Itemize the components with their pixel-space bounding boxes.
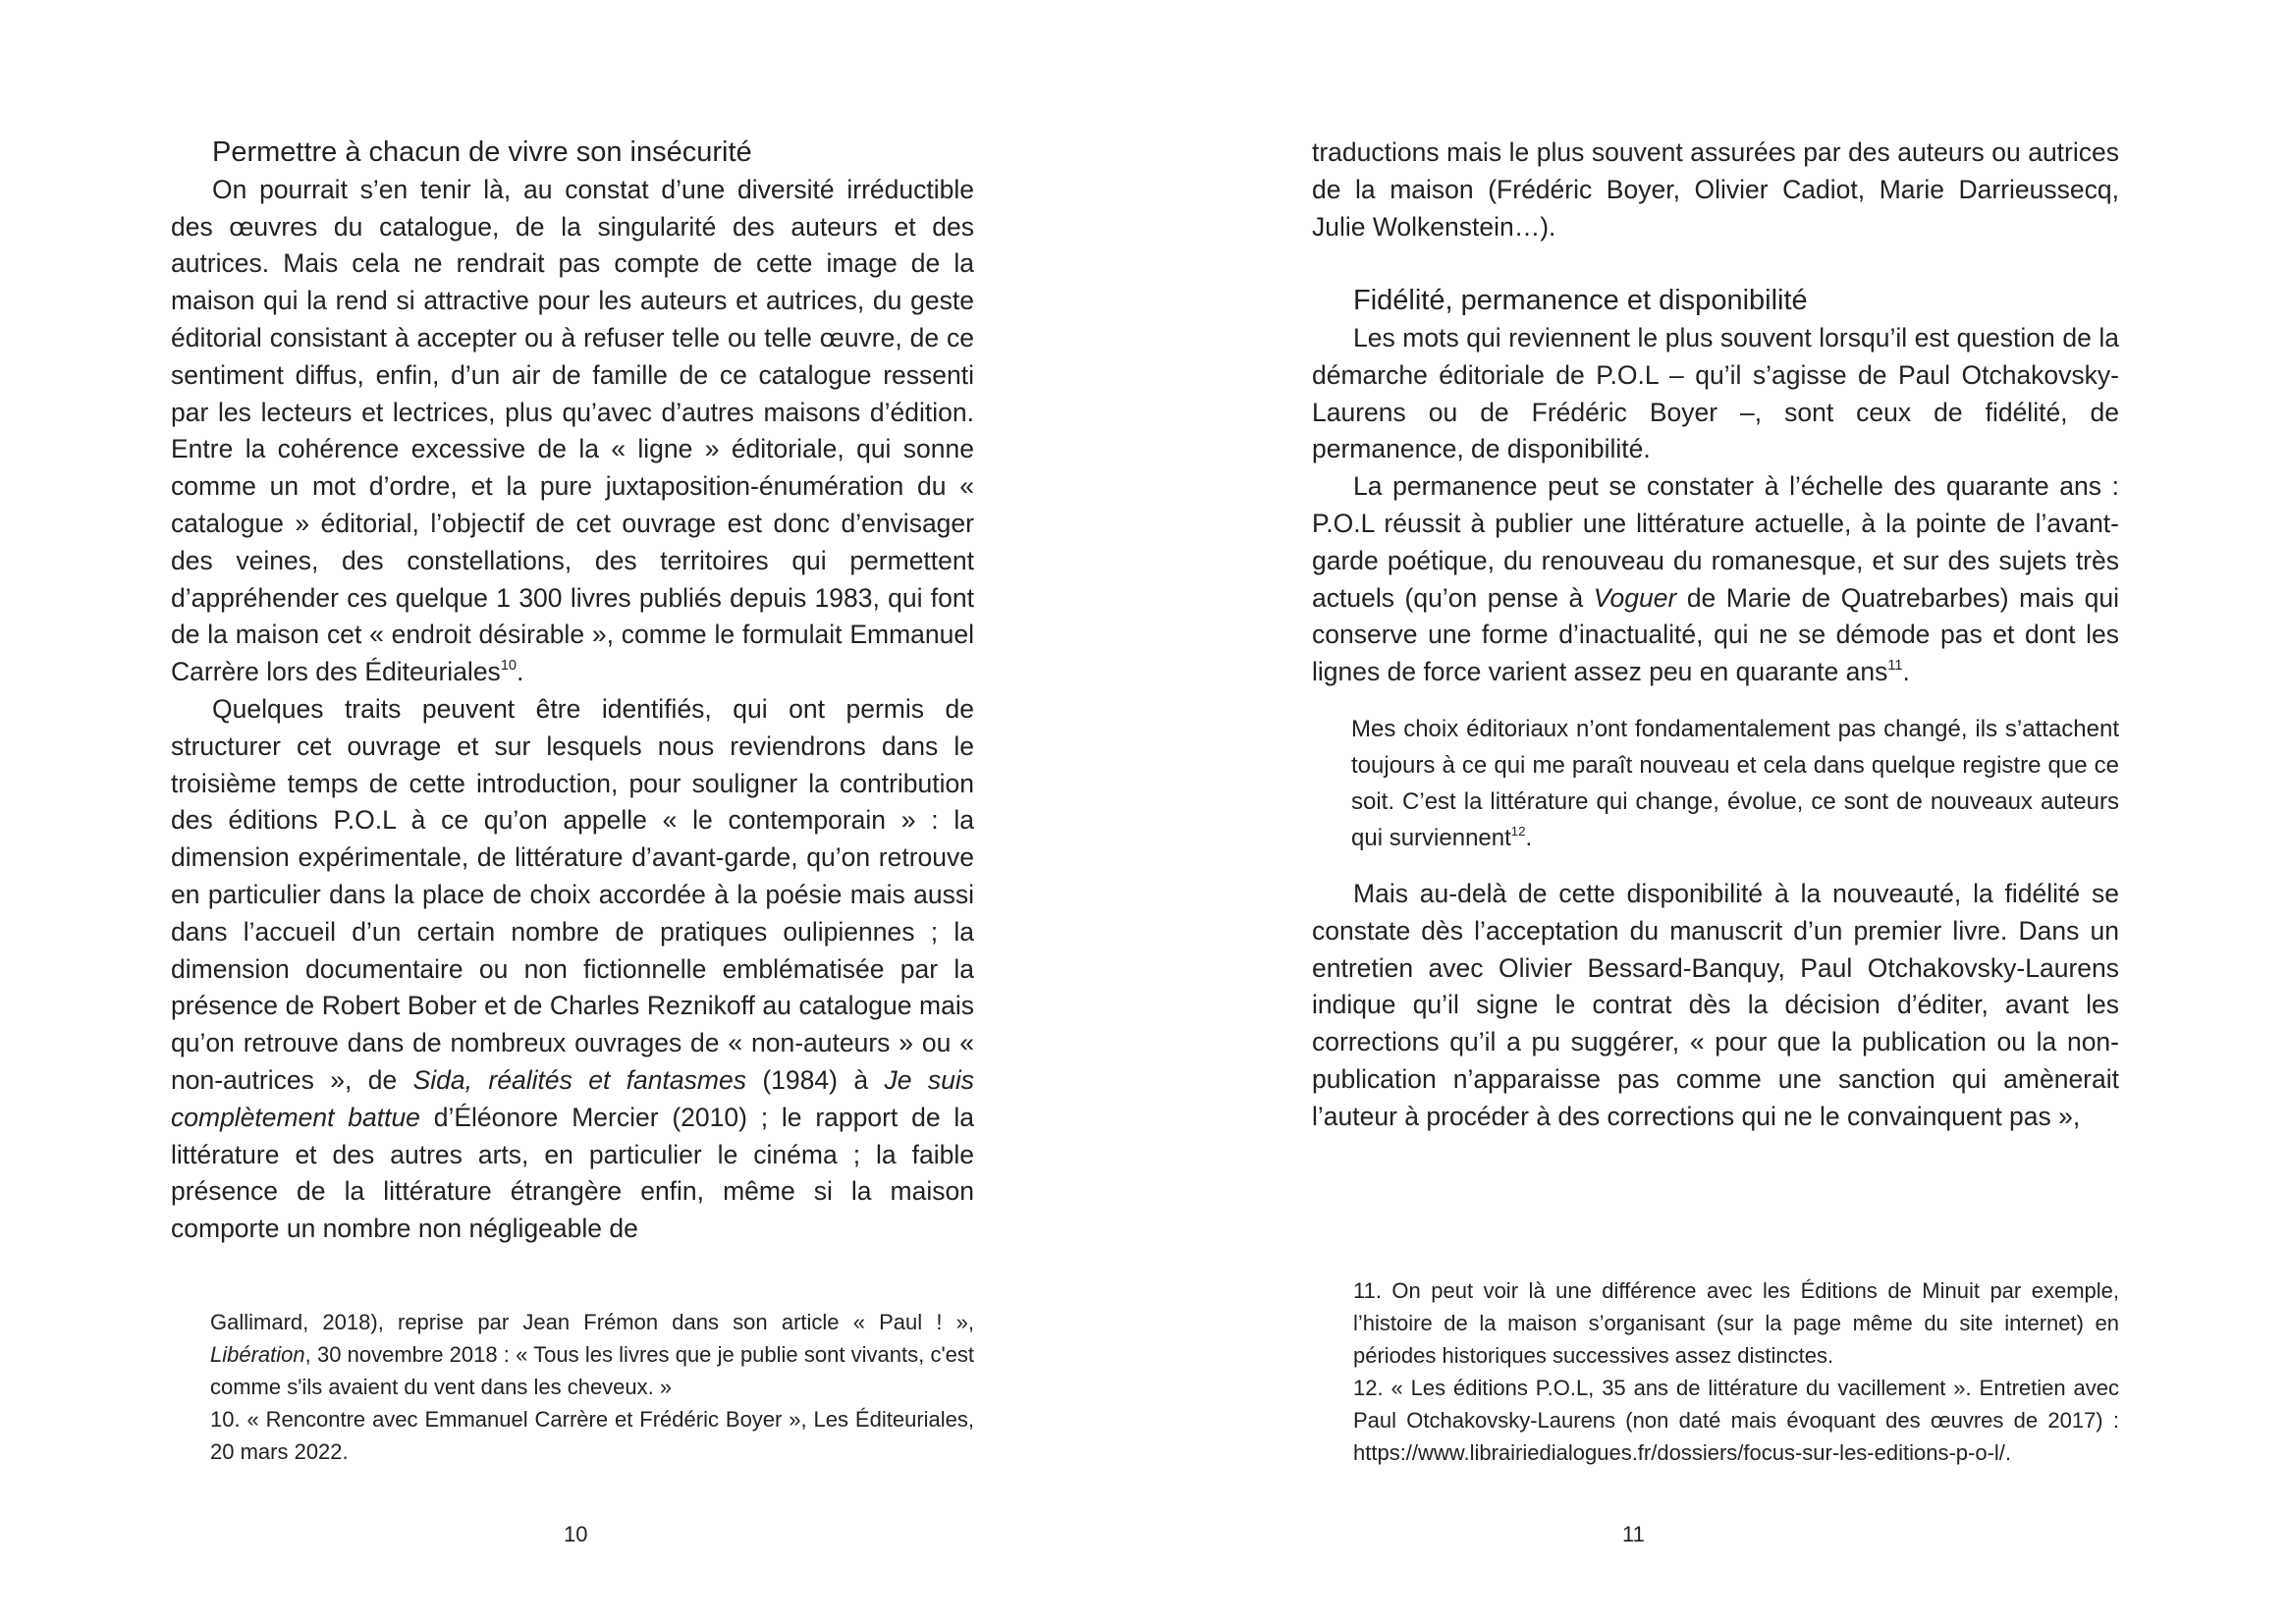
right-page [1145,0,2289,1624]
paragraph: Quelques traits peuvent être identifiés, qui ont permis de structurer cet ouvrage et sur lesquels nous reviendrons dans le troisième temps de cette introduction, pour souligner la contribution des éditions P.O.L à ce qu’on appelle « le contemporain » : la dimension expérimentale, de littérature d’avant-garde, qu’on retrouve en particulier dans la place de choix accordée à la poésie mais aussi dans l’accueil d’un certain nombre de pratiques oulipiennes ; la dimension documentaire ou non fictionnelle emblématisée par la présence de Robert Bober et de Charles Reznikoff au catalogue mais qu’on retrouve dans de nombreux ouvrages de « non-auteurs » ou « non-autrices », de Sida, réalités et fantasmes (1984) à Je suis complètement battue d’Éléonore Mercier (2010) ; le rapport de la littérature et des autres arts, en particulier le cinéma ; la faible présence de la littérature étrangère enfin, même si la maison comporte un nombre non négligeable de [171,693,974,1244]
footnote-continued: Gallimard, 2018), reprise par Jean Frémon dans son article « Paul ! », Libération, 30 novembre 2018 : « Tous les livres que je publie sont vivants, c'est comme s'ils avaient du vent dans les cheveux. » [210,1310,974,1399]
book-title: Voguer [1593,582,1677,613]
footnote-11: 11. On peut voir là une différence avec les Éditions de Minuit par exemple, l’histoire de la maison s’organisant (sur la page même du site internet) en périodes historiques successives assez distinctes. [1353,1278,2119,1368]
book-title: Je suis complètement battue [171,1064,974,1132]
paragraph-continuation: traductions mais le plus souvent assurées par des auteurs ou autrices de la maison (Frédéric Boyer, Olivier Cadiot, Marie Darrieussecq, Julie Wolkenstein…). [1312,137,2119,242]
page-number: 10 [564,1522,588,1546]
left-footnotes [210,1306,974,1468]
left-body-column [171,135,974,1248]
footnote-12: 12. « Les éditions P.O.L, 35 ans de littérature du vacillement ». Entretien avec Paul Otchakovsky-Laurens (non daté mais évoquant des œuvres de 2017) : https://www.librairiedialogues.fr/dossiers/focus-sur-les-editions-p-o-l/. [1353,1376,2119,1465]
page-number: 11 [1622,1522,1645,1546]
publication-title: Libération [210,1342,305,1367]
spacer [1312,245,2119,283]
blockquote: Mes choix éditoriaux n’ont fondamentalement pas changé, ils s’attachent toujours à ce qui me paraît nouveau et cela dans quelque registre que ce soit. C’est la littérature qui change, évolue, ce sont de nouveaux auteurs qui surviennent$^{12}$. [1351,715,2119,851]
left-page [0,0,1144,1624]
paragraph: On pourrait s’en tenir là, au constat d’une diversité irréductible des œuvres du catalogue, de la singularité des auteurs et des autrices. Mais cela ne rendrait pas compte de cette image de la maison qui la rend si attractive pour les auteurs et autrices, du geste éditorial consistant à accepter ou à refuser telle ou telle œuvre, de ce sentiment diffus, enfin, d’un air de famille de ce catalogue ressenti par les lecteurs et lectrices, plus qu’avec d’autres maisons d’édition. Entre la cohérence excessive de la « ligne » éditoriale, qui sonne comme un mot d’ordre, et la pure juxtaposition-énumération du « catalogue » éditorial, l’objectif de cet ouvrage est donc d’envisager des veines, des constellations, des territoires qui permettent d’appréhender ces quelque 1 300 livres publiés depuis 1983, qui font de la maison cet « endroit désirable », comme le formulait Emmanuel Carrère lors des Éditeuriales$^{10}$. [171,174,974,687]
right-body-column [1312,135,2119,1136]
right-footnotes [1353,1274,2119,1469]
footnote-ref[interactable]: 10 [500,658,518,675]
section-heading: Permettre à chacun de vivre son insécurité [212,136,752,168]
paragraph: Mais au-delà de cette disponibilité à la nouveauté, la fidélité se constate dès l’acceptation du manuscrit d’un premier livre. Dans un entretien avec Olivier Bessard-Banquy, Paul Otchakovsky-Laurens indique qu’il signe le contrat dès la décision d’éditer, avant les corrections qu’il a pu suggérer, « pour que la publication ou la non-publication n’apparaisse pas comme une sanction qui amènerait l’auteur à procéder à des corrections qui ne le convainquent pas », [1312,878,2119,1131]
footnote-10: 10. « Rencontre avec Emmanuel Carrère et Frédéric Boyer », Les Éditeuriales, 20 mars 2022. [210,1407,974,1464]
footnote-ref[interactable]: 11 [1887,658,1903,675]
paragraph: Les mots qui reviennent le plus souvent lorsqu’il est question de la démarche éditoriale de P.O.L – qu’il s’agisse de Paul Otchakovsky-Laurens ou de Frédéric Boyer –, sont ceux de fidélité, de permanence, de disponibilité. [1312,322,2119,464]
footnote-ref[interactable]: 12 [1510,824,1526,839]
book-title: Sida, réalités et fantasmes [412,1064,746,1095]
section-heading: Fidélité, permanence et disponibilité [1353,285,1808,317]
paragraph: La permanence peut se constater à l’échelle des quarante ans : P.O.L réussit à publier une littérature actuelle, à la pointe de l’avant-garde poétique, du renouveau du romanesque, et sur des sujets très actuels (qu’on pense à Voguer de Marie de Quatrebarbes) mais qui conserve une forme d’inactualité, qui ne se démode pas et dont les lignes de force varient assez peu en quarante ans$^{11}$. [1312,471,2119,687]
